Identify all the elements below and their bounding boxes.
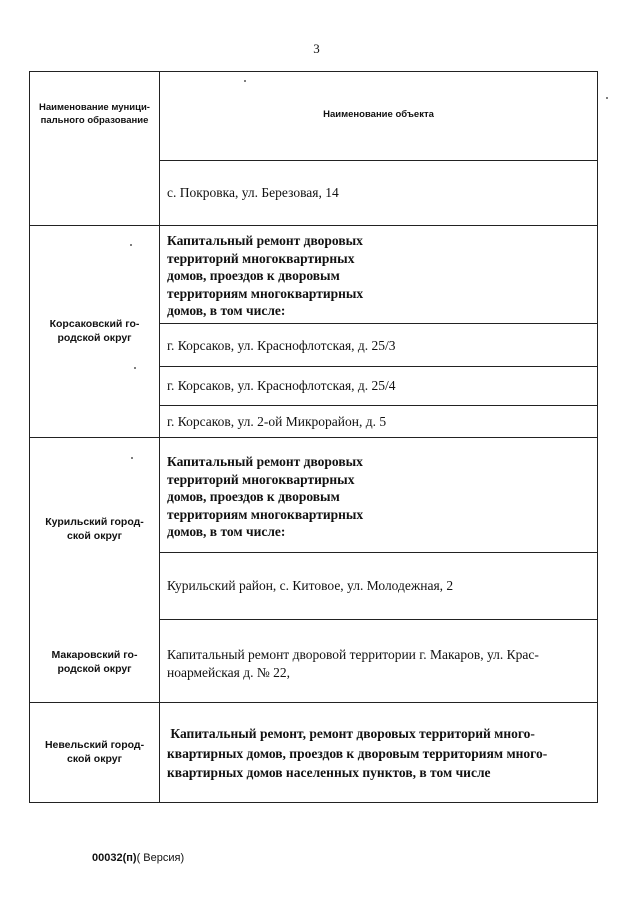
row-divider (159, 323, 598, 324)
object-item: г. Корсаков, ул. 2-ой Микрорайон, д. 5 (167, 414, 387, 429)
object-heading: Капитальный ремонт, ремонт дворовых территорий много- квартирных домов, проездов к дворовым территориям много- квартирных домов населенных пунктов, в том числе (167, 726, 548, 780)
scan-speck (131, 457, 133, 459)
scan-speck (130, 244, 132, 246)
version-label: ( Версия) (136, 852, 185, 864)
municipality-name: Макаровский го- родской округ (51, 649, 138, 675)
object-item: с. Покровка, ул. Березовая, 14 (167, 185, 339, 200)
row-divider (29, 437, 598, 438)
object-item: Капитальный ремонт дворовой территории г. Макаров, ул. Крас- ноармейская д. № 22, (167, 647, 539, 680)
row-divider (159, 160, 598, 161)
header-municipality: Наименование муници- пального образование (39, 102, 150, 126)
header-object: Наименование объекта (323, 109, 434, 120)
row-divider (159, 405, 598, 406)
object-item: г. Корсаков, ул. Краснофлотская, д. 25/4 (167, 378, 396, 393)
footer (92, 852, 184, 864)
municipality-name: Невельский город- ской округ (44, 739, 145, 765)
object-heading: Капитальный ремонт дворовых территорий многоквартирных домов, проездов к дворовым территориям многоквартирных домов, в том числе: (167, 454, 364, 539)
document-code: 00032(п) (92, 852, 137, 864)
scan-speck (244, 80, 246, 82)
object-item: Курильский район, с. Китовое, ул. Молодежная, 2 (167, 578, 454, 593)
municipality-name: Курильский город- ской округ (45, 516, 144, 542)
row-divider (29, 702, 598, 703)
row-divider (159, 619, 598, 620)
municipality-name: Корсаковский го- родской округ (49, 318, 140, 344)
scan-speck (606, 97, 608, 99)
row-divider (159, 366, 598, 367)
row-divider (29, 225, 598, 226)
page-number: 3 (313, 41, 320, 56)
object-heading: Капитальный ремонт дворовых территорий многоквартирных домов, проездов к дворовым территориям многоквартирных домов, в том числе: (167, 233, 364, 318)
row-divider (159, 552, 598, 553)
scan-speck (134, 367, 136, 369)
object-item: г. Корсаков, ул. Краснофлотская, д. 25/3 (167, 338, 396, 353)
